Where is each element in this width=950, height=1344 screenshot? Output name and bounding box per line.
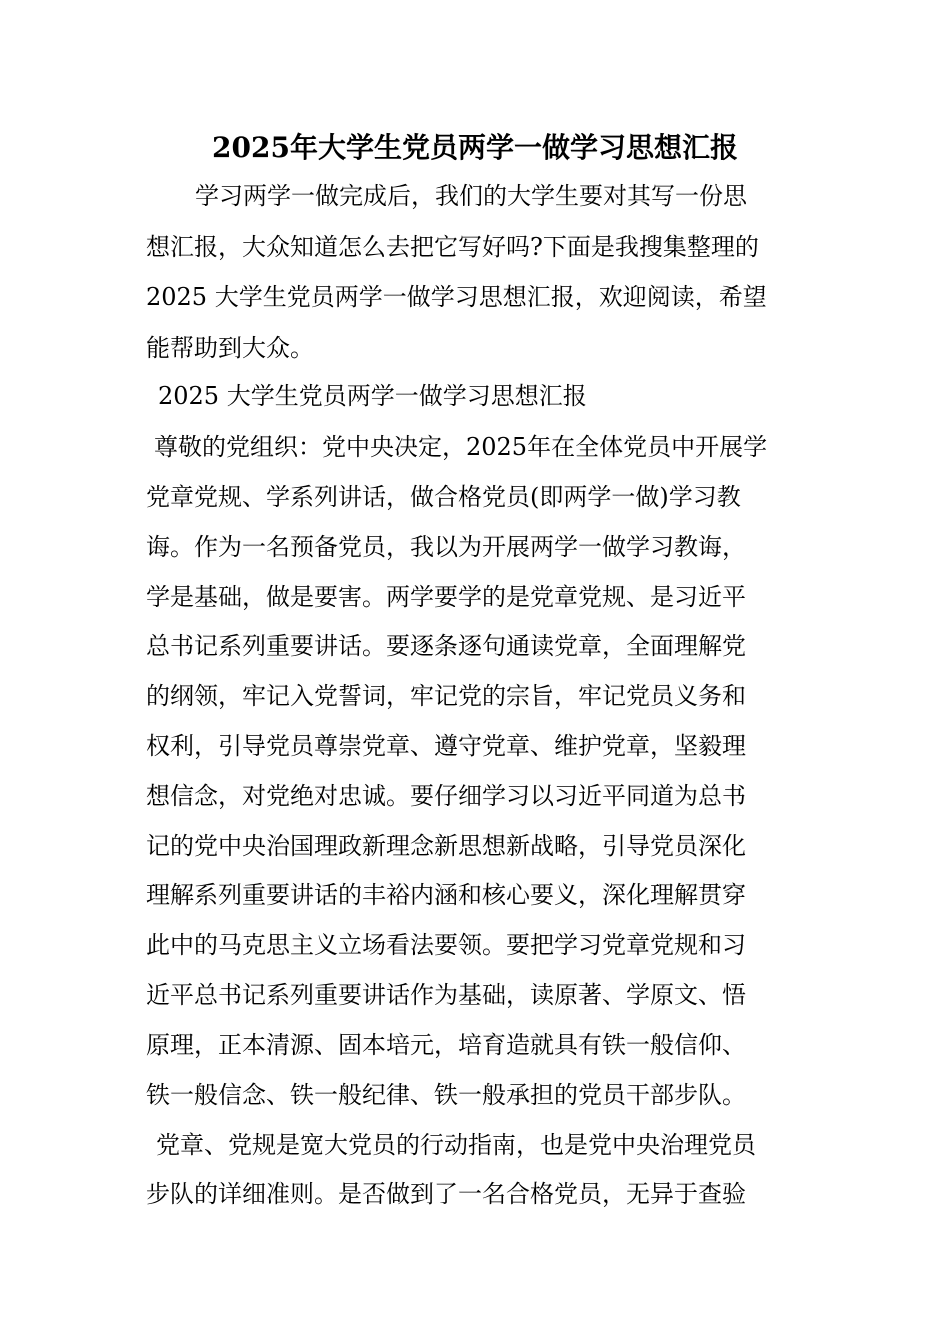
body-line-7: 权利，引导党员尊崇党章、遵守党章、维护党章，坚毅理 [146, 732, 746, 760]
body-line-13: 原理，正本清源、固本培元，培育造就具有铁一般信仰、 [146, 1031, 746, 1059]
body-line-1: 尊敬的党组织：党中央决定，2025年在全体党员中开展学 [154, 433, 768, 461]
body-line-14: 铁一般信念、铁一般纪律、铁一般承担的党员干部步队。 [146, 1081, 746, 1109]
intro-line-3: 2025 大学生党员两学一做学习思想汇报，欢迎阅读，希望 [146, 283, 767, 311]
body-line-10: 理解系列重要讲话的丰裕内涵和核心要义，深化理解贯穿 [146, 881, 746, 909]
body-line-16: 步队的详细准则。是否做到了一名合格党员，无异于查验 [146, 1180, 746, 1208]
body-line-2: 党章党规、学系列讲话，做合格党员(即两学一做)学习教 [146, 483, 741, 511]
body-line-15: 党章、党规是宽大党员的行动指南，也是党中央治理党员 [156, 1131, 756, 1159]
body-line-6: 的纲领，牢记入党誓词，牢记党的宗旨，牢记党员义务和 [146, 682, 746, 710]
body-line-4: 学是基础，做是要害。两学要学的是党章党规、是习近平 [146, 583, 746, 611]
document-title: 2025年大学生党员两学一做学习思想汇报 [212, 131, 738, 164]
body-line-12: 近平总书记系列重要讲话作为基础，读原著、学原文、悟 [146, 981, 746, 1009]
body-line-5: 总书记系列重要讲话。要逐条逐句通读党章，全面理解党 [146, 632, 746, 660]
body-line-8: 想信念，对党绝对忠诚。要仔细学习以习近平同道为总书 [146, 782, 746, 810]
body-line-9: 记的党中央治国理政新理念新思想新战略，引导党员深化 [146, 832, 746, 860]
intro-line-2: 想汇报，大众知道怎么去把它写好吗?下面是我搜集整理的 [146, 233, 759, 261]
intro-line-1: 学习两学一做完成后，我们的大学生要对其写一份思 [195, 182, 747, 210]
body-line-3: 诲。作为一名预备党员，我以为开展两学一做学习教诲， [146, 533, 746, 561]
intro-line-4: 能帮助到大众。 [146, 334, 314, 362]
section-subtitle: 2025 大学生党员两学一做学习思想汇报 [158, 382, 587, 410]
body-line-11: 此中的马克思主义立场看法要领。要把学习党章党规和习 [146, 931, 746, 959]
